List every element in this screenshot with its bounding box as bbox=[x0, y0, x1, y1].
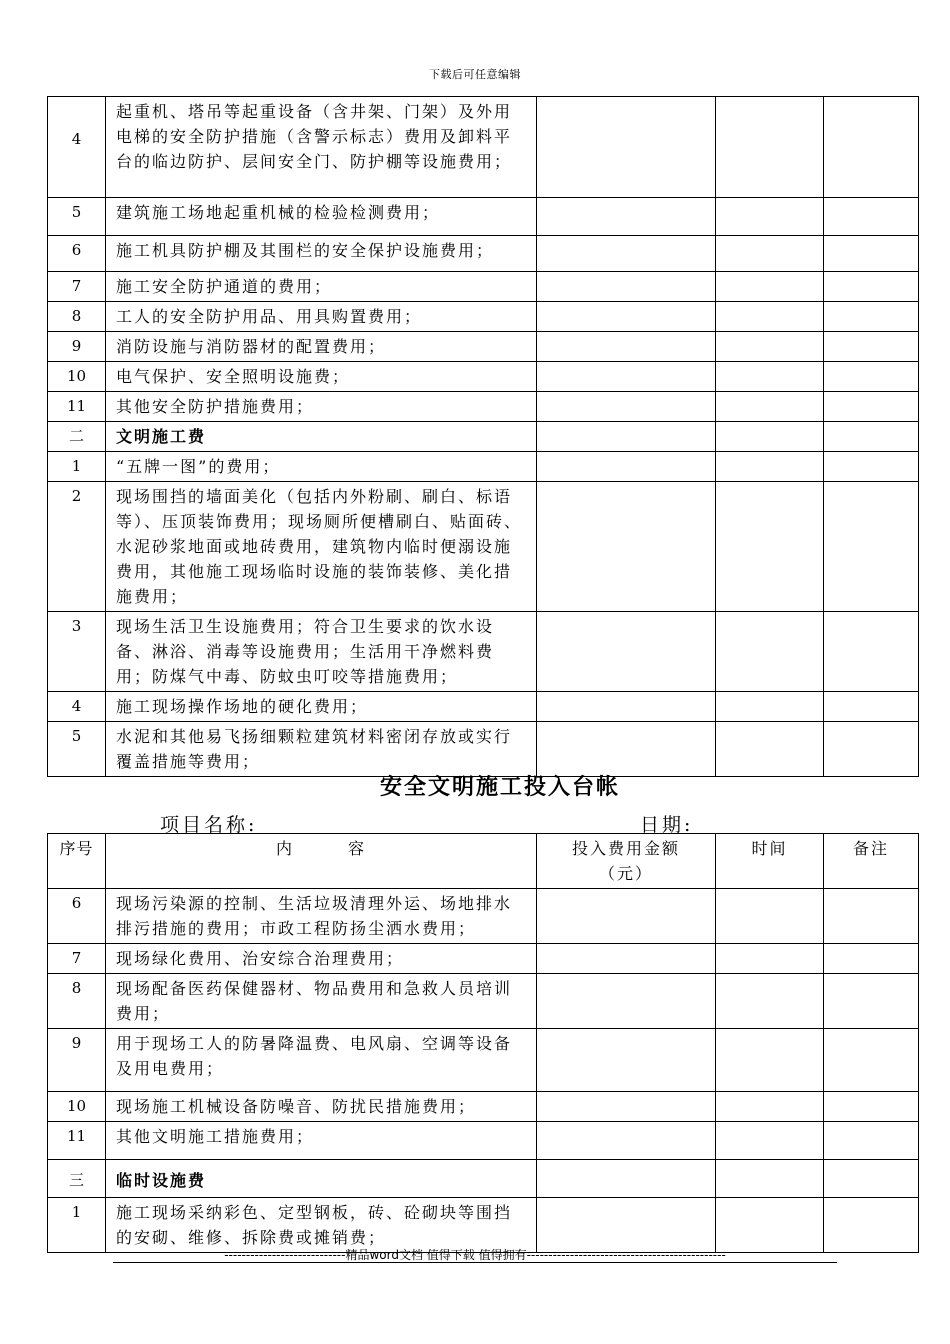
row-content: “五牌一图”的费用； bbox=[106, 452, 537, 482]
amount-cell bbox=[537, 1029, 716, 1092]
row-content: 工人的安全防护用品、用具购置费用； bbox=[106, 302, 537, 332]
time-cell bbox=[716, 362, 824, 392]
row-content: 现场施工机械设备防噪音、防扰民措施费用； bbox=[106, 1092, 537, 1122]
row-content: 电气保护、安全照明设施费； bbox=[106, 362, 537, 392]
time-cell bbox=[716, 97, 824, 198]
row-number: 8 bbox=[48, 302, 106, 332]
section-number: 二 bbox=[48, 422, 106, 452]
time-cell bbox=[716, 692, 824, 722]
row-content: 其他文明施工措施费用； bbox=[106, 1122, 537, 1160]
time-cell bbox=[716, 482, 824, 612]
time-cell bbox=[716, 392, 824, 422]
amount-cell bbox=[537, 889, 716, 944]
project-name-label: 项目名称: bbox=[160, 814, 258, 836]
amount-cell bbox=[537, 452, 716, 482]
table-row bbox=[48, 974, 919, 1029]
time-cell bbox=[716, 974, 824, 1029]
row-number: 7 bbox=[48, 944, 106, 974]
amount-cell bbox=[537, 362, 716, 392]
time-cell bbox=[716, 722, 824, 777]
remark-cell bbox=[824, 1198, 919, 1253]
page-title: 安全文明施工投入台帐 bbox=[379, 774, 620, 800]
amount-cell bbox=[537, 1122, 716, 1160]
table-row bbox=[48, 1092, 919, 1122]
table-row bbox=[48, 1122, 919, 1160]
row-number: 5 bbox=[48, 722, 106, 777]
row-content: 起重机、塔吊等起重设备（含井架、门架）及外用电梯的安全防护措施（含警示标志）费用及卸料平台的临边防护、层间安全门、防护棚等设施费用； bbox=[106, 97, 537, 198]
row-number: 4 bbox=[48, 692, 106, 722]
row-content: 用于现场工人的防暑降温费、电风扇、空调等设备及用电费用； bbox=[106, 1029, 537, 1092]
amount-cell bbox=[537, 97, 716, 198]
date-label: 日期: bbox=[640, 814, 694, 836]
page-footer: ----------------------------精品word文档 值得下载 值得拥有---------------------------------------------- bbox=[224, 1248, 726, 1262]
amount-cell bbox=[537, 722, 716, 777]
header-no: 序号 bbox=[48, 834, 106, 889]
row-content: 施工现场采纳彩色、定型钢板，砖、砼砌块等围挡的安砌、维修、拆除费或摊销费； bbox=[106, 1198, 537, 1253]
row-number: 4 bbox=[48, 97, 106, 198]
table-row bbox=[48, 272, 919, 302]
row-content: 消防设施与消防器材的配置费用； bbox=[106, 332, 537, 362]
remark-cell bbox=[824, 482, 919, 612]
time-cell bbox=[716, 198, 824, 236]
amount-cell bbox=[537, 302, 716, 332]
table-row bbox=[48, 1029, 919, 1092]
remark-cell bbox=[824, 722, 919, 777]
amount-cell bbox=[537, 236, 716, 272]
table-row bbox=[48, 612, 919, 692]
row-content: 现场污染源的控制、生活垃圾清理外运、场地排水排污措施的费用；市政工程防扬尘洒水费用； bbox=[106, 889, 537, 944]
time-cell bbox=[716, 422, 824, 452]
remark-cell bbox=[824, 332, 919, 362]
amount-cell bbox=[537, 392, 716, 422]
header-content: 内 容 bbox=[106, 834, 537, 889]
remark-cell bbox=[824, 302, 919, 332]
remark-cell bbox=[824, 1160, 919, 1198]
amount-cell bbox=[537, 1160, 716, 1198]
time-cell bbox=[716, 1160, 824, 1198]
remark-cell bbox=[824, 198, 919, 236]
row-number: 5 bbox=[48, 198, 106, 236]
row-content: 现场绿化费用、治安综合治理费用； bbox=[106, 944, 537, 974]
table-row bbox=[48, 198, 919, 236]
row-number: 6 bbox=[48, 236, 106, 272]
table-row bbox=[48, 332, 919, 362]
remark-cell bbox=[824, 236, 919, 272]
table-header-row bbox=[48, 834, 919, 889]
table-row bbox=[48, 889, 919, 944]
row-number: 2 bbox=[48, 482, 106, 612]
remark-cell bbox=[824, 612, 919, 692]
time-cell bbox=[716, 612, 824, 692]
table-row bbox=[48, 1198, 919, 1253]
time-cell bbox=[716, 302, 824, 332]
amount-cell bbox=[537, 974, 716, 1029]
remark-cell bbox=[824, 692, 919, 722]
row-number: 7 bbox=[48, 272, 106, 302]
time-cell bbox=[716, 1092, 824, 1122]
time-cell bbox=[716, 272, 824, 302]
header-amount: 投入费用金额（元） bbox=[537, 834, 716, 889]
time-cell bbox=[716, 1122, 824, 1160]
amount-cell bbox=[537, 198, 716, 236]
section-row bbox=[48, 1160, 919, 1198]
header-note: 下载后可任意编辑 bbox=[429, 68, 521, 81]
table-row bbox=[48, 452, 919, 482]
remark-cell bbox=[824, 1122, 919, 1160]
remark-cell bbox=[824, 944, 919, 974]
table-row bbox=[48, 692, 919, 722]
row-content: 施工安全防护通道的费用； bbox=[106, 272, 537, 302]
row-number: 10 bbox=[48, 1092, 106, 1122]
amount-cell bbox=[537, 332, 716, 362]
remark-cell bbox=[824, 1092, 919, 1122]
amount-cell bbox=[537, 1092, 716, 1122]
row-number: 9 bbox=[48, 1029, 106, 1092]
row-number: 9 bbox=[48, 332, 106, 362]
amount-cell bbox=[537, 272, 716, 302]
row-content: 现场配备医药保健器材、物品费用和急救人员培训费用； bbox=[106, 974, 537, 1029]
remark-cell bbox=[824, 97, 919, 198]
ledger-table bbox=[47, 833, 919, 1253]
footer-divider bbox=[113, 1262, 837, 1263]
time-cell bbox=[716, 1029, 824, 1092]
row-number: 1 bbox=[48, 452, 106, 482]
time-cell bbox=[716, 236, 824, 272]
row-content: 水泥和其他易飞扬细颗粒建筑材料密闭存放或实行覆盖措施等费用； bbox=[106, 722, 537, 777]
row-number: 3 bbox=[48, 612, 106, 692]
table-row bbox=[48, 302, 919, 332]
row-content: 施工现场操作场地的硬化费用； bbox=[106, 692, 537, 722]
row-content: 现场生活卫生设施费用；符合卫生要求的饮水设备、淋浴、消毒等设施费用；生活用干净燃料费用；防煤气中毒、防蚊虫叮咬等措施费用； bbox=[106, 612, 537, 692]
section-title: 文明施工费 bbox=[106, 422, 537, 452]
remark-cell bbox=[824, 974, 919, 1029]
row-content: 现场围挡的墙面美化（包括内外粉刷、刷白、标语等）、压顶装饰费用；现场厕所便槽刷白、贴面砖、水泥砂浆地面或地砖费用，建筑物内临时便溺设施费用，其他施工现场临时设施的装饰装修、美化措施费用； bbox=[106, 482, 537, 612]
table-row bbox=[48, 482, 919, 612]
table-row bbox=[48, 722, 919, 777]
remark-cell bbox=[824, 452, 919, 482]
amount-cell bbox=[537, 482, 716, 612]
amount-cell bbox=[537, 1198, 716, 1253]
remark-cell bbox=[824, 362, 919, 392]
amount-cell bbox=[537, 422, 716, 452]
row-number: 8 bbox=[48, 974, 106, 1029]
row-content: 其他安全防护措施费用； bbox=[106, 392, 537, 422]
section-title: 临时设施费 bbox=[106, 1160, 537, 1198]
row-number: 10 bbox=[48, 362, 106, 392]
amount-cell bbox=[537, 944, 716, 974]
table-row bbox=[48, 944, 919, 974]
table-row bbox=[48, 392, 919, 422]
ledger-table-continued bbox=[47, 96, 919, 777]
row-number: 6 bbox=[48, 889, 106, 944]
header-time: 时间 bbox=[716, 834, 824, 889]
remark-cell bbox=[824, 1029, 919, 1092]
table-row bbox=[48, 236, 919, 272]
table-row bbox=[48, 97, 919, 198]
remark-cell bbox=[824, 889, 919, 944]
row-content: 建筑施工场地起重机械的检验检测费用； bbox=[106, 198, 537, 236]
row-number: 11 bbox=[48, 392, 106, 422]
remark-cell bbox=[824, 422, 919, 452]
amount-cell bbox=[537, 612, 716, 692]
row-number: 1 bbox=[48, 1198, 106, 1253]
time-cell bbox=[716, 332, 824, 362]
amount-cell bbox=[537, 692, 716, 722]
time-cell bbox=[716, 944, 824, 974]
remark-cell bbox=[824, 272, 919, 302]
time-cell bbox=[716, 889, 824, 944]
row-content: 施工机具防护棚及其围栏的安全保护设施费用； bbox=[106, 236, 537, 272]
section-number: 三 bbox=[48, 1160, 106, 1198]
row-number: 11 bbox=[48, 1122, 106, 1160]
time-cell bbox=[716, 1198, 824, 1253]
time-cell bbox=[716, 452, 824, 482]
section-row bbox=[48, 422, 919, 452]
remark-cell bbox=[824, 392, 919, 422]
table-row bbox=[48, 362, 919, 392]
header-remark: 备注 bbox=[824, 834, 919, 889]
